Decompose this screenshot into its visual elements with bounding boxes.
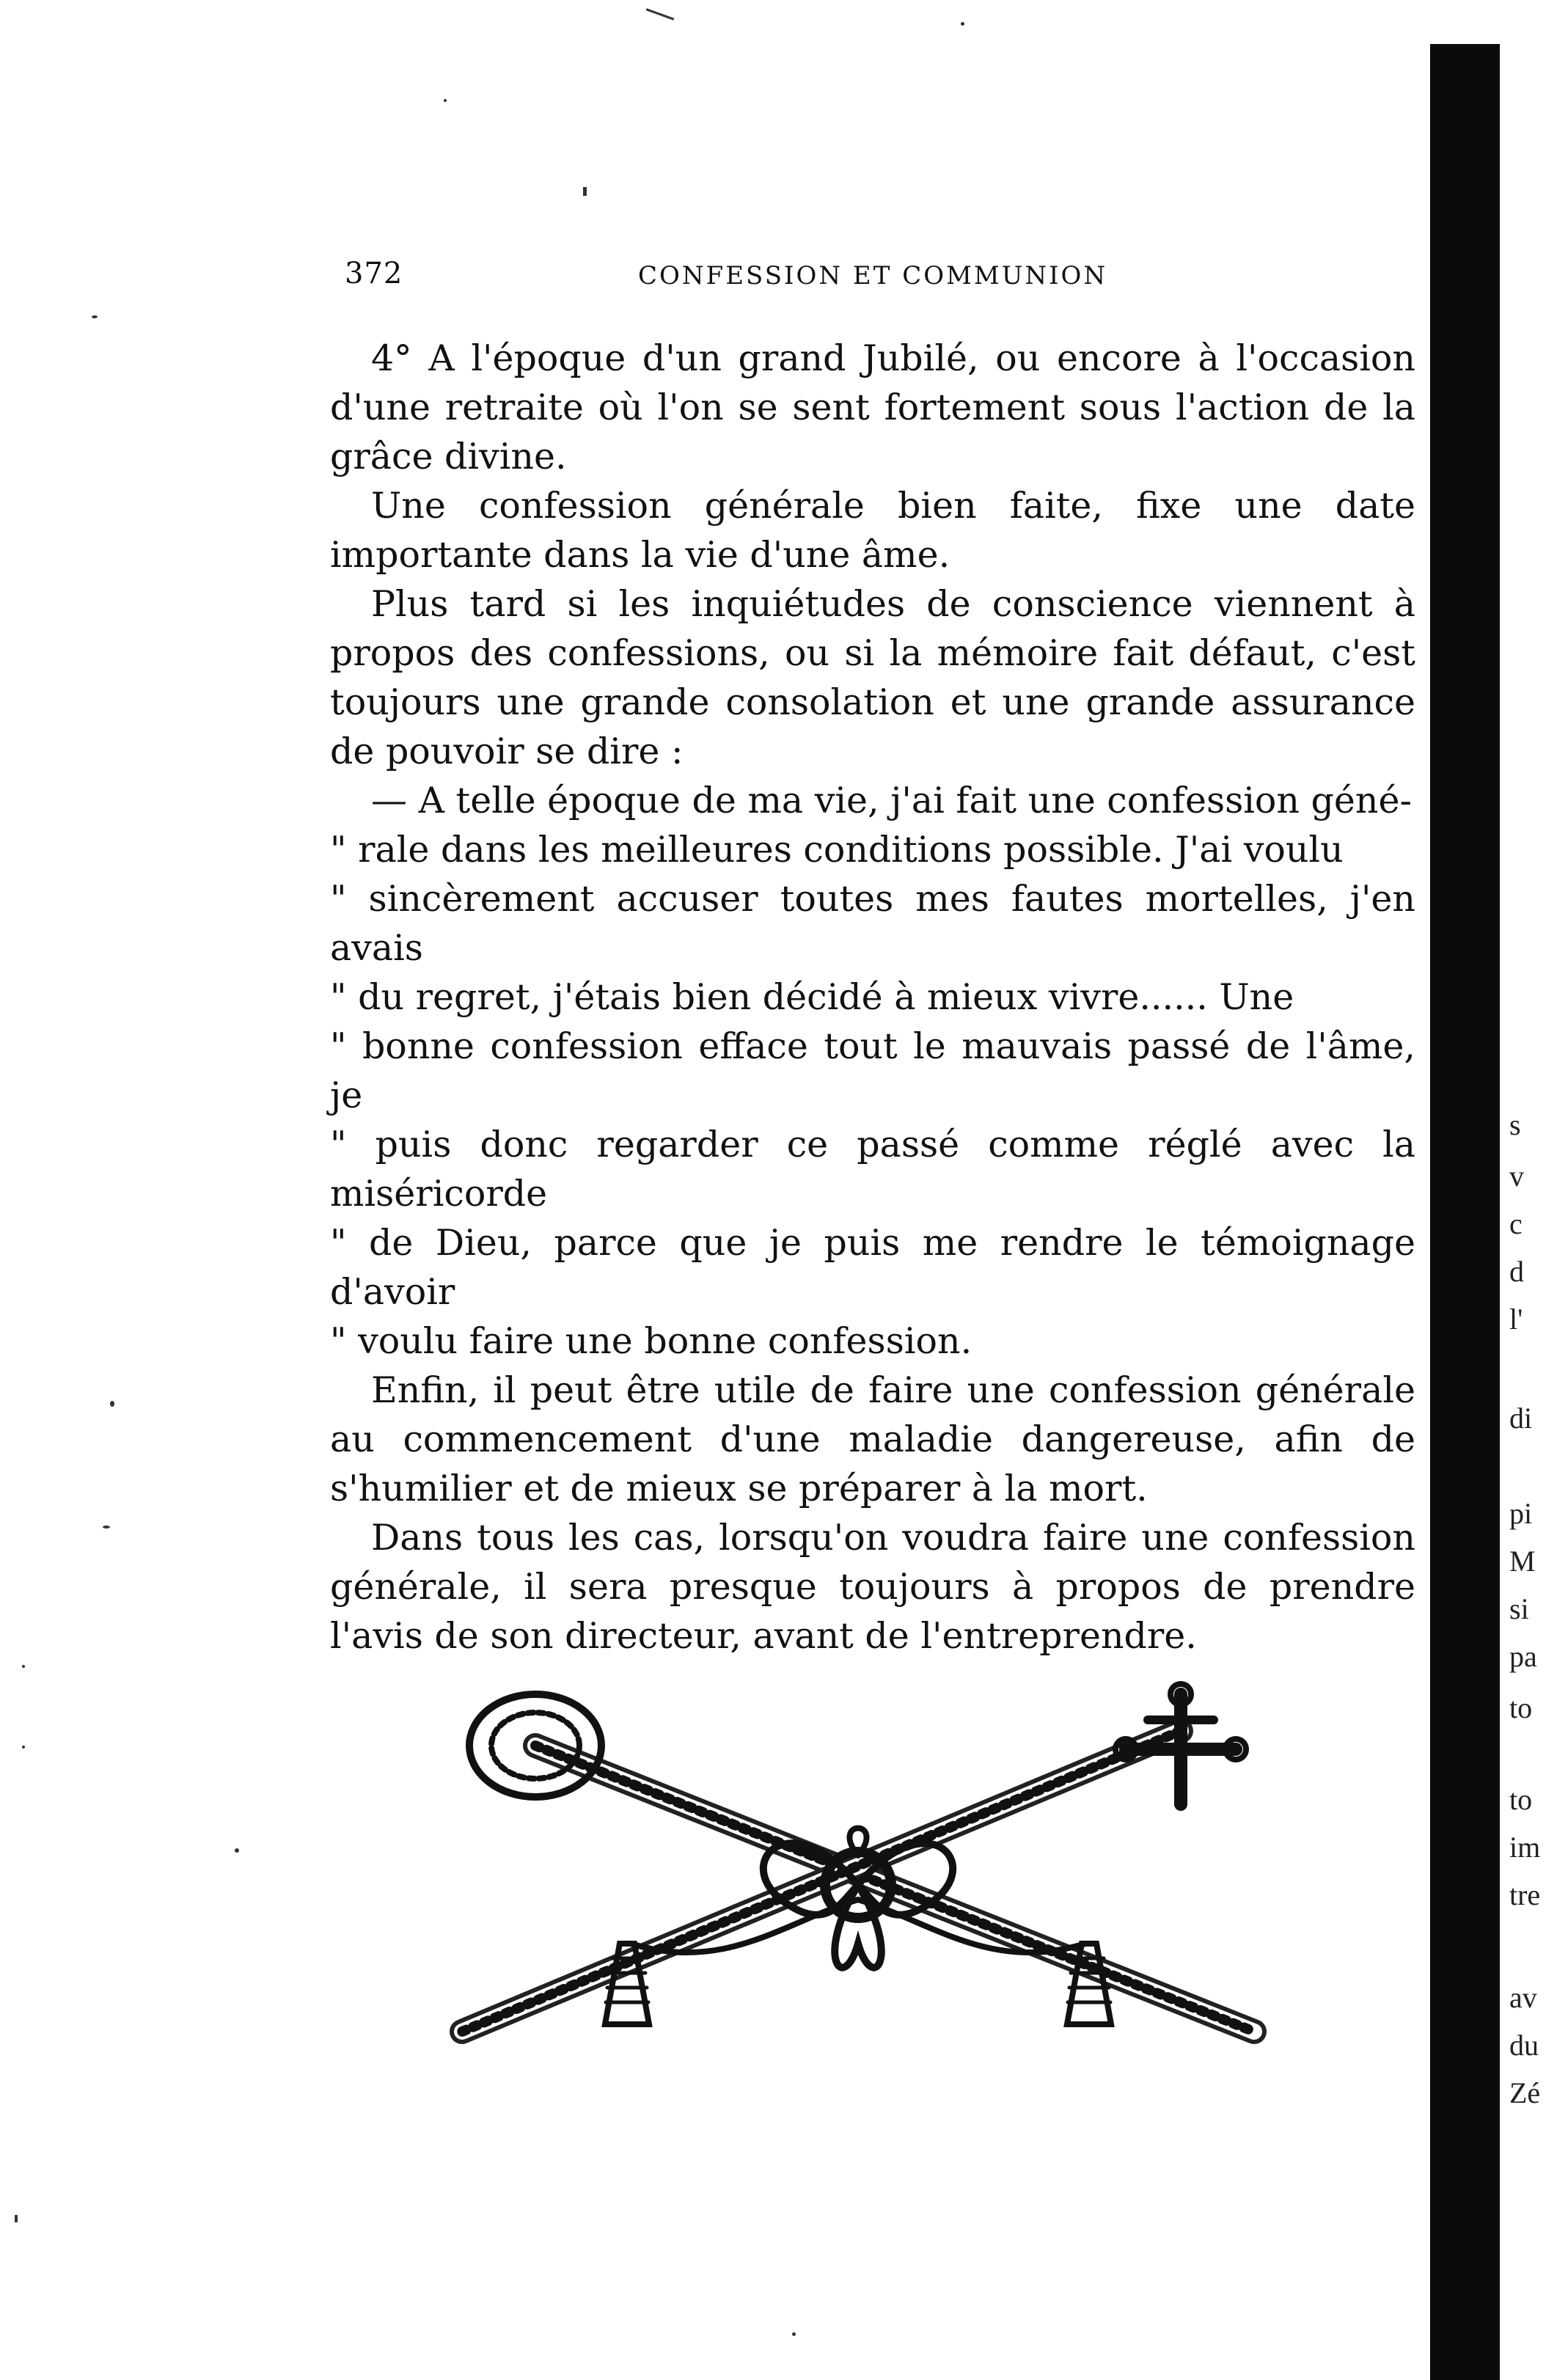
speck [646, 8, 675, 20]
quote-line: " sincèrement accuser toutes mes fautes mortelles, j'en avais [330, 878, 1415, 969]
speck [22, 1746, 25, 1749]
edge-fragment: im [1509, 1831, 1541, 1864]
edge-fragment: Zé [1509, 2076, 1541, 2109]
crossed-cross-and-crozier-ornament-icon [447, 1680, 1291, 2046]
quote-line: " du regret, j'étais bien décidé à mieux vivre...... Une [330, 976, 1294, 1018]
edge-fragment: pi [1509, 1497, 1533, 1530]
paragraph: Une confession générale bien faite, fixe une date importante dans la vie d'une âme. [330, 485, 1415, 576]
edge-fragment: d [1509, 1255, 1524, 1288]
quote-line: " voulu faire une bonne confession. [330, 1320, 972, 1362]
page-number: 372 [345, 257, 403, 290]
speck [444, 99, 447, 102]
edge-fragment: s [1509, 1108, 1521, 1141]
speck [583, 187, 587, 196]
running-title: CONFESSION ET COMMUNION [638, 261, 1108, 290]
edge-fragment: tre [1509, 1878, 1541, 1911]
speck [103, 1526, 110, 1528]
edge-fragment: si [1509, 1592, 1529, 1625]
speck [110, 1401, 114, 1407]
quote-line: " bonne confession efface tout le mauvais passé de l'âme, je [330, 1025, 1415, 1116]
binding-shadow [1430, 44, 1500, 2380]
speck [92, 315, 98, 318]
edge-fragment: l' [1509, 1303, 1523, 1336]
speck [235, 1848, 239, 1853]
paragraph: Enfin, il peut être utile de faire une confession générale au commencement d'une maladie dangereuse, afin de s'humilier et de mieux se préparer à la mort. [330, 1369, 1415, 1509]
quote-line: " puis donc regarder ce passé comme réglé avec la miséricorde [330, 1124, 1415, 1215]
quote-opening: — A telle époque de ma vie, j'ai fait une confession géné- [371, 780, 1413, 821]
edge-fragment: M [1509, 1545, 1536, 1578]
quote-line: " rale dans les meilleures conditions possible. J'ai voulu [330, 829, 1344, 871]
speck [792, 2332, 796, 2336]
quote-line: " de Dieu, parce que je puis me rendre le témoignage d'avoir [330, 1222, 1415, 1313]
edge-fragment: v [1509, 1160, 1524, 1193]
paragraph: Plus tard si les inquiétudes de conscience viennent à propos des confessions, ou si la mémoire fait défaut, c'est toujours une grande consolation et une grande assurance de pouvoir se dire : [330, 583, 1415, 772]
running-header [345, 257, 1489, 301]
edge-fragment: to [1509, 1691, 1533, 1724]
speck [22, 1665, 25, 1668]
edge-fragment: di [1509, 1402, 1533, 1435]
edge-fragment: pa [1509, 1640, 1537, 1673]
paragraph: Dans tous les cas, lorsqu'on voudra faire une confession générale, il sera presque toujours à propos de prendre l'avis de son directeur, avant de l'entreprendre. [330, 1517, 1415, 1657]
paragraph: 4° A l'époque d'un grand Jubilé, ou encore à l'occasion d'une retraite où l'on se sent fortement sous l'action de la grâce divine. [330, 337, 1415, 477]
main-text [330, 334, 1415, 1660]
adjacent-page-edge [1430, 0, 1546, 2380]
edge-fragment: c [1509, 1207, 1523, 1240]
edge-fragment: du [1509, 2029, 1539, 2062]
speck [961, 22, 964, 26]
speck [15, 2215, 18, 2222]
edge-fragment: av [1509, 1981, 1537, 2014]
edge-fragment: to [1509, 1783, 1533, 1816]
